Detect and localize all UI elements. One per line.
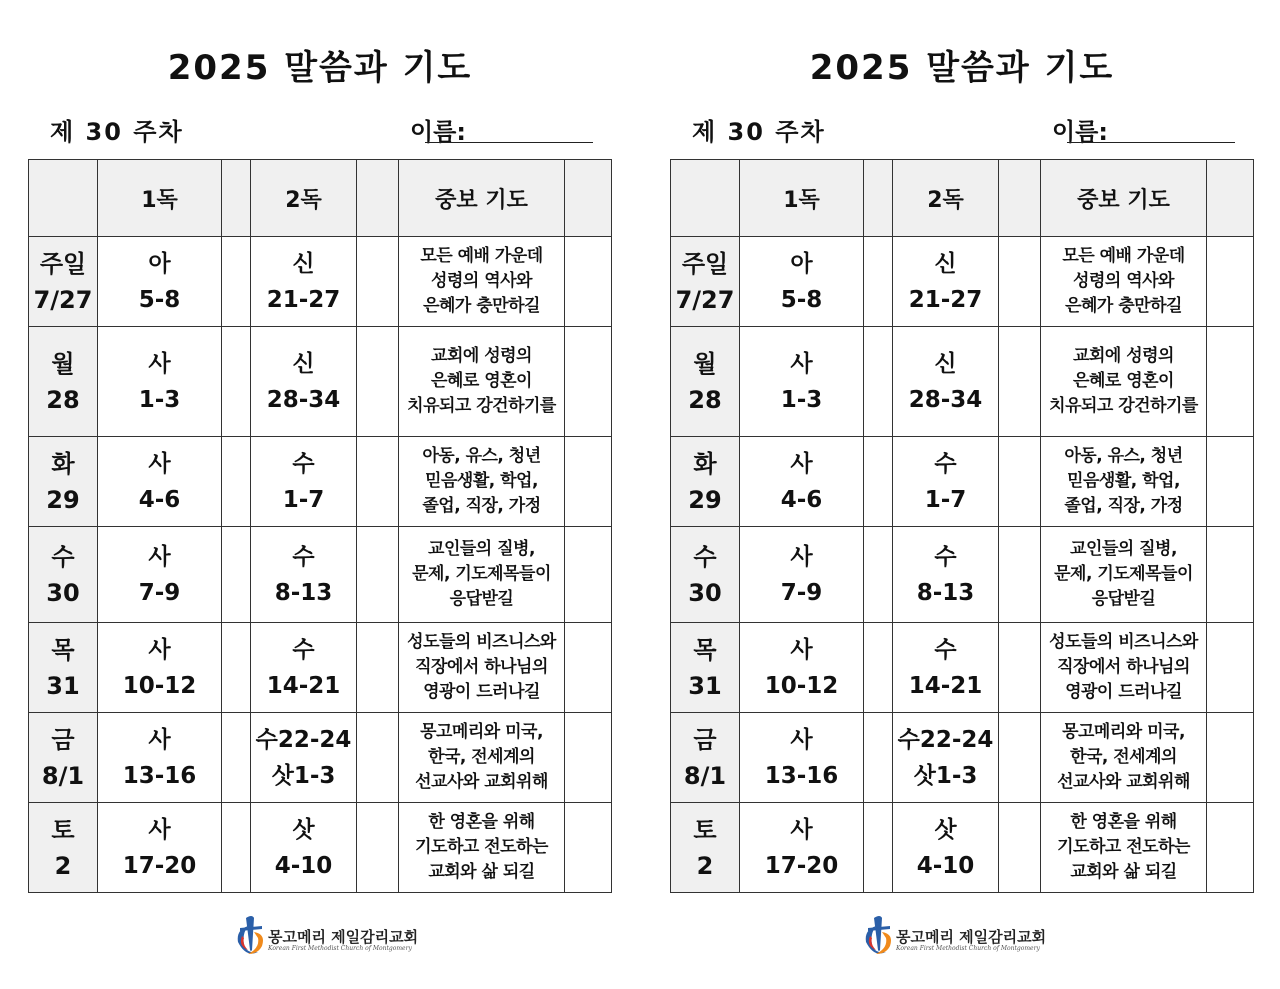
reading1-cell [740, 327, 864, 437]
reading2-cell [251, 327, 357, 437]
reading1-cell [740, 803, 864, 893]
reading1-check-cell[interactable] [222, 327, 251, 437]
day-name: 목 [693, 635, 717, 664]
church-name-english: Korean First Methodist Church of Montgomery [896, 945, 1040, 952]
reading2-check-cell[interactable] [999, 527, 1041, 623]
prayer-line: 아동, 유스, 청년 [1064, 446, 1183, 466]
reading-sheet-right [642, 0, 1280, 989]
reading2-range: 8-13 [274, 579, 333, 606]
prayer-line: 문제, 기도제목들이 [1054, 564, 1193, 584]
day-cell [29, 437, 98, 527]
reading1-cell [740, 437, 864, 527]
prayer-cell [399, 237, 565, 327]
prayer-line: 성령의 역사와 [431, 271, 532, 291]
reading1-book: 사 [790, 816, 813, 843]
reading1-check-cell[interactable] [222, 237, 251, 327]
name-label: 이름: [1052, 118, 1108, 146]
table-row [671, 527, 1254, 623]
reading2-range: 8-13 [916, 579, 975, 606]
reading1-cell [740, 237, 864, 327]
day-name: 월 [51, 349, 75, 378]
reading2-range: 21-27 [266, 286, 341, 313]
prayer-line: 교인들의 질병, [1070, 539, 1177, 559]
day-date: 2 [54, 851, 72, 880]
reading2-book: 신 [292, 250, 315, 277]
check-column-header [1207, 160, 1254, 237]
reading2-cell [251, 437, 357, 527]
reading1-check-cell[interactable] [864, 623, 893, 713]
prayer-check-cell[interactable] [565, 623, 612, 713]
day-date: 2 [696, 851, 714, 880]
prayer-line: 모든 예배 가운데 [1062, 246, 1185, 266]
day-cell [671, 713, 740, 803]
prayer-cell [399, 527, 565, 623]
prayer-line: 교회와 삶 되길 [1070, 862, 1177, 882]
day-name: 목 [51, 635, 75, 664]
day-date: 30 [46, 578, 80, 607]
sheet-title: 2025 말씀과 기도 [167, 48, 473, 88]
reading1-range: 1-3 [138, 386, 181, 413]
prayer-check-cell[interactable] [565, 237, 612, 327]
table-row [671, 437, 1254, 527]
prayer-line: 은혜가 충만하길 [423, 296, 540, 316]
sheet-title: 2025 말씀과 기도 [809, 48, 1115, 88]
prayer-line: 영광이 드러나길 [1065, 682, 1182, 702]
reading1-range: 5-8 [138, 286, 181, 313]
reading1-range: 10-12 [764, 672, 839, 699]
prayer-cell [1041, 437, 1207, 527]
reading2-cell [893, 713, 999, 803]
prayer-line: 응답받길 [449, 589, 514, 609]
prayer-line: 직장에서 하나님의 [1057, 657, 1190, 677]
prayer-line: 영광이 드러나길 [423, 682, 540, 702]
reading2-range: 4-10 [916, 852, 975, 879]
church-cross-logo-icon [232, 912, 268, 958]
reading2-book: 삿 [292, 816, 315, 843]
day-cell [671, 437, 740, 527]
reading1-book: 사 [148, 450, 171, 477]
reading1-cell [740, 623, 864, 713]
reading1-check-cell[interactable] [222, 437, 251, 527]
prayer-line: 은혜가 충만하길 [1065, 296, 1182, 316]
reading2-book: 수22-24 [255, 726, 352, 753]
prayer-line: 성도들의 비즈니스와 [1049, 632, 1198, 652]
prayer-line: 기도하고 전도하는 [415, 837, 548, 857]
table-row [671, 237, 1254, 327]
day-name: 화 [693, 449, 717, 478]
name-blank-line [1067, 142, 1235, 143]
reading2-check-cell[interactable] [357, 237, 399, 327]
reading2-range: 삿1-3 [271, 762, 336, 789]
church-name: 몽고메리 제일감리교회 [896, 928, 1047, 946]
church-logo [232, 912, 432, 958]
day-date: 31 [688, 671, 722, 700]
prayer-check-cell[interactable] [1207, 437, 1254, 527]
day-name: 토 [693, 815, 717, 844]
prayer-line: 졸업, 직장, 가정 [1064, 496, 1183, 516]
prayer-cell [399, 437, 565, 527]
reading1-book: 사 [148, 543, 171, 570]
prayer-line: 한국, 전세계의 [428, 747, 535, 767]
reading1-check-cell[interactable] [864, 713, 893, 803]
prayer-line: 교회에 성령의 [431, 346, 532, 366]
reading1-range: 10-12 [122, 672, 197, 699]
day-date: 30 [688, 578, 722, 607]
reading2-check-cell[interactable] [999, 437, 1041, 527]
reading1-book: 아 [790, 250, 813, 277]
prayer-line: 믿음생활, 학업, [1067, 471, 1180, 491]
prayer-line: 응답받길 [1091, 589, 1156, 609]
prayer-line: 졸업, 직장, 가정 [422, 496, 541, 516]
check-column-header [999, 160, 1041, 237]
prayer-cell [399, 327, 565, 437]
prayer-line: 아동, 유스, 청년 [422, 446, 541, 466]
prayer-cell [1041, 237, 1207, 327]
reading1-book: 사 [790, 726, 813, 753]
prayer-line: 한 영혼을 위해 [428, 812, 535, 832]
prayer-line: 교회에 성령의 [1073, 346, 1174, 366]
prayer-check-cell[interactable] [1207, 527, 1254, 623]
prayer-line: 믿음생활, 학업, [425, 471, 538, 491]
reading1-book: 사 [790, 543, 813, 570]
prayer-line: 모든 예배 가운데 [420, 246, 543, 266]
reading2-check-cell[interactable] [357, 437, 399, 527]
day-cell [29, 623, 98, 713]
prayer-line: 몽고메리와 미국, [1062, 722, 1185, 742]
reading1-check-cell[interactable] [222, 623, 251, 713]
reading2-check-cell[interactable] [357, 713, 399, 803]
reading2-range: 1-7 [924, 486, 967, 513]
table-header-row [671, 160, 1254, 237]
prayer-check-cell[interactable] [565, 437, 612, 527]
week-label: 제 30 주차 [50, 118, 184, 146]
reading1-check-cell[interactable] [222, 803, 251, 893]
day-date: 29 [46, 485, 80, 514]
reading2-check-cell[interactable] [999, 803, 1041, 893]
reading2-cell [893, 437, 999, 527]
prayer-line: 몽고메리와 미국, [420, 722, 543, 742]
prayer-line: 치유되고 강건하기를 [407, 396, 556, 416]
prayer-line: 선교사와 교회위해 [1057, 772, 1190, 792]
reading2-book: 수 [934, 636, 957, 663]
prayer-line: 성도들의 비즈니스와 [407, 632, 556, 652]
reading2-cell [251, 527, 357, 623]
day-name: 화 [51, 449, 75, 478]
day-name: 금 [51, 725, 75, 754]
table-row [29, 237, 612, 327]
reading2-cell [893, 803, 999, 893]
check-column-header [357, 160, 399, 237]
check-column-header [864, 160, 893, 237]
reading2-check-cell[interactable] [357, 803, 399, 893]
day-name: 주일 [681, 249, 729, 278]
prayer-check-cell[interactable] [1207, 237, 1254, 327]
reading2-check-cell[interactable] [999, 623, 1041, 713]
reading2-book: 수 [934, 450, 957, 477]
reading1-check-cell[interactable] [864, 327, 893, 437]
day-cell [671, 623, 740, 713]
reading1-cell [98, 623, 222, 713]
reading2-range: 21-27 [908, 286, 983, 313]
table-row [29, 713, 612, 803]
reading2-cell [251, 237, 357, 327]
reading1-range: 17-20 [122, 852, 197, 879]
reading2-book: 삿 [934, 816, 957, 843]
day-name: 주일 [39, 249, 87, 278]
reading1-range: 13-16 [764, 762, 839, 789]
reading1-cell [98, 713, 222, 803]
day-cell [671, 327, 740, 437]
reading2-book: 수 [292, 543, 315, 570]
table-row [671, 327, 1254, 437]
prayer-cell [399, 713, 565, 803]
reading1-book: 사 [148, 726, 171, 753]
reading2-check-cell[interactable] [357, 327, 399, 437]
header-day [671, 160, 740, 237]
reading2-cell [893, 237, 999, 327]
day-cell [29, 327, 98, 437]
table-row [29, 527, 612, 623]
reading2-range: 1-7 [282, 486, 325, 513]
reading2-check-cell[interactable] [999, 713, 1041, 803]
table-row [29, 623, 612, 713]
prayer-check-cell[interactable] [565, 327, 612, 437]
reading2-check-cell[interactable] [999, 327, 1041, 437]
day-date: 29 [688, 485, 722, 514]
prayer-cell [1041, 623, 1207, 713]
prayer-cell [399, 803, 565, 893]
check-column-header [222, 160, 251, 237]
reading1-book: 사 [148, 350, 171, 377]
prayer-line: 치유되고 강건하기를 [1049, 396, 1198, 416]
prayer-line: 은혜로 영혼이 [1073, 371, 1174, 391]
day-date: 8/1 [41, 761, 85, 790]
reading-table [670, 159, 1254, 893]
day-name: 금 [693, 725, 717, 754]
reading1-range: 1-3 [780, 386, 823, 413]
prayer-line: 직장에서 하나님의 [415, 657, 548, 677]
header-prayer: 중보 기도 [1041, 160, 1207, 237]
reading2-cell [893, 527, 999, 623]
reading1-range: 4-6 [138, 486, 181, 513]
reading2-book: 수 [292, 636, 315, 663]
header-reading1: 1독 [98, 160, 222, 237]
prayer-check-cell[interactable] [1207, 713, 1254, 803]
reading2-book: 수 [292, 450, 315, 477]
reading1-cell [98, 437, 222, 527]
header-reading2: 2독 [251, 160, 357, 237]
table-header-row [29, 160, 612, 237]
name-label: 이름: [410, 118, 466, 146]
reading2-cell [893, 623, 999, 713]
reading2-range: 14-21 [908, 672, 983, 699]
reading2-book: 신 [934, 350, 957, 377]
reading2-check-cell[interactable] [357, 623, 399, 713]
prayer-line: 은혜로 영혼이 [431, 371, 532, 391]
header-prayer: 중보 기도 [399, 160, 565, 237]
reading2-range: 4-10 [274, 852, 333, 879]
reading1-cell [98, 803, 222, 893]
reading2-book: 신 [292, 350, 315, 377]
reading2-cell [893, 327, 999, 437]
reading1-check-cell[interactable] [864, 437, 893, 527]
reading1-cell [98, 237, 222, 327]
prayer-check-cell[interactable] [1207, 803, 1254, 893]
church-name-english: Korean First Methodist Church of Montgomery [268, 945, 412, 952]
reading1-cell [98, 527, 222, 623]
prayer-line: 선교사와 교회위해 [415, 772, 548, 792]
reading1-check-cell[interactable] [222, 527, 251, 623]
prayer-line: 성령의 역사와 [1073, 271, 1174, 291]
header-day [29, 160, 98, 237]
reading1-range: 7-9 [780, 579, 823, 606]
table-row [29, 327, 612, 437]
day-name: 토 [51, 815, 75, 844]
header-reading2: 2독 [893, 160, 999, 237]
day-cell [671, 527, 740, 623]
reading2-book: 수 [934, 543, 957, 570]
table-row [671, 803, 1254, 893]
reading1-range: 5-8 [780, 286, 823, 313]
reading1-cell [98, 327, 222, 437]
day-date: 28 [688, 385, 722, 414]
day-cell [29, 803, 98, 893]
prayer-line: 문제, 기도제목들이 [412, 564, 551, 584]
reading1-book: 사 [148, 816, 171, 843]
prayer-line: 한국, 전세계의 [1070, 747, 1177, 767]
table-row [671, 713, 1254, 803]
reading2-book: 수22-24 [897, 726, 994, 753]
prayer-line: 교회와 삶 되길 [428, 862, 535, 882]
reading2-check-cell[interactable] [999, 237, 1041, 327]
table-row [671, 623, 1254, 713]
prayer-check-cell[interactable] [565, 527, 612, 623]
reading1-check-cell[interactable] [864, 237, 893, 327]
prayer-line: 교인들의 질병, [428, 539, 535, 559]
reading1-book: 사 [790, 450, 813, 477]
day-date: 8/1 [683, 761, 727, 790]
reading1-check-cell[interactable] [864, 527, 893, 623]
reading2-cell [251, 623, 357, 713]
name-blank-line [425, 142, 593, 143]
reading2-range: 28-34 [908, 386, 983, 413]
day-date: 7/27 [33, 285, 93, 314]
reading2-check-cell[interactable] [357, 527, 399, 623]
church-cross-logo-icon [860, 912, 896, 958]
prayer-cell [399, 623, 565, 713]
day-cell [671, 237, 740, 327]
church-logo [860, 912, 1060, 958]
day-name: 수 [51, 542, 75, 571]
reading1-range: 7-9 [138, 579, 181, 606]
reading1-book: 사 [790, 636, 813, 663]
reading1-check-cell[interactable] [864, 803, 893, 893]
prayer-check-cell[interactable] [565, 713, 612, 803]
reading2-cell [251, 713, 357, 803]
reading2-range: 14-21 [266, 672, 341, 699]
day-date: 28 [46, 385, 80, 414]
reading1-range: 17-20 [764, 852, 839, 879]
reading1-cell [740, 527, 864, 623]
header-reading1: 1독 [740, 160, 864, 237]
week-label: 제 30 주차 [692, 118, 826, 146]
reading1-range: 13-16 [122, 762, 197, 789]
prayer-line: 한 영혼을 위해 [1070, 812, 1177, 832]
table-row [29, 803, 612, 893]
reading1-book: 사 [790, 350, 813, 377]
reading1-range: 4-6 [780, 486, 823, 513]
prayer-check-cell[interactable] [565, 803, 612, 893]
table-row [29, 437, 612, 527]
reading1-book: 사 [148, 636, 171, 663]
church-name: 몽고메리 제일감리교회 [268, 928, 419, 946]
reading1-check-cell[interactable] [222, 713, 251, 803]
reading2-book: 신 [934, 250, 957, 277]
prayer-line: 기도하고 전도하는 [1057, 837, 1190, 857]
reading-table [28, 159, 612, 893]
reading1-book: 아 [148, 250, 171, 277]
reading2-range: 28-34 [266, 386, 341, 413]
day-cell [671, 803, 740, 893]
prayer-check-cell[interactable] [1207, 327, 1254, 437]
day-date: 7/27 [675, 285, 735, 314]
reading1-cell [740, 713, 864, 803]
day-cell [29, 713, 98, 803]
prayer-cell [1041, 803, 1207, 893]
day-cell [29, 527, 98, 623]
reading2-range: 삿1-3 [913, 762, 978, 789]
check-column-header [565, 160, 612, 237]
prayer-cell [1041, 327, 1207, 437]
day-cell [29, 237, 98, 327]
prayer-cell [1041, 713, 1207, 803]
day-name: 월 [693, 349, 717, 378]
day-name: 수 [693, 542, 717, 571]
reading2-cell [251, 803, 357, 893]
prayer-check-cell[interactable] [1207, 623, 1254, 713]
day-date: 31 [46, 671, 80, 700]
prayer-cell [1041, 527, 1207, 623]
